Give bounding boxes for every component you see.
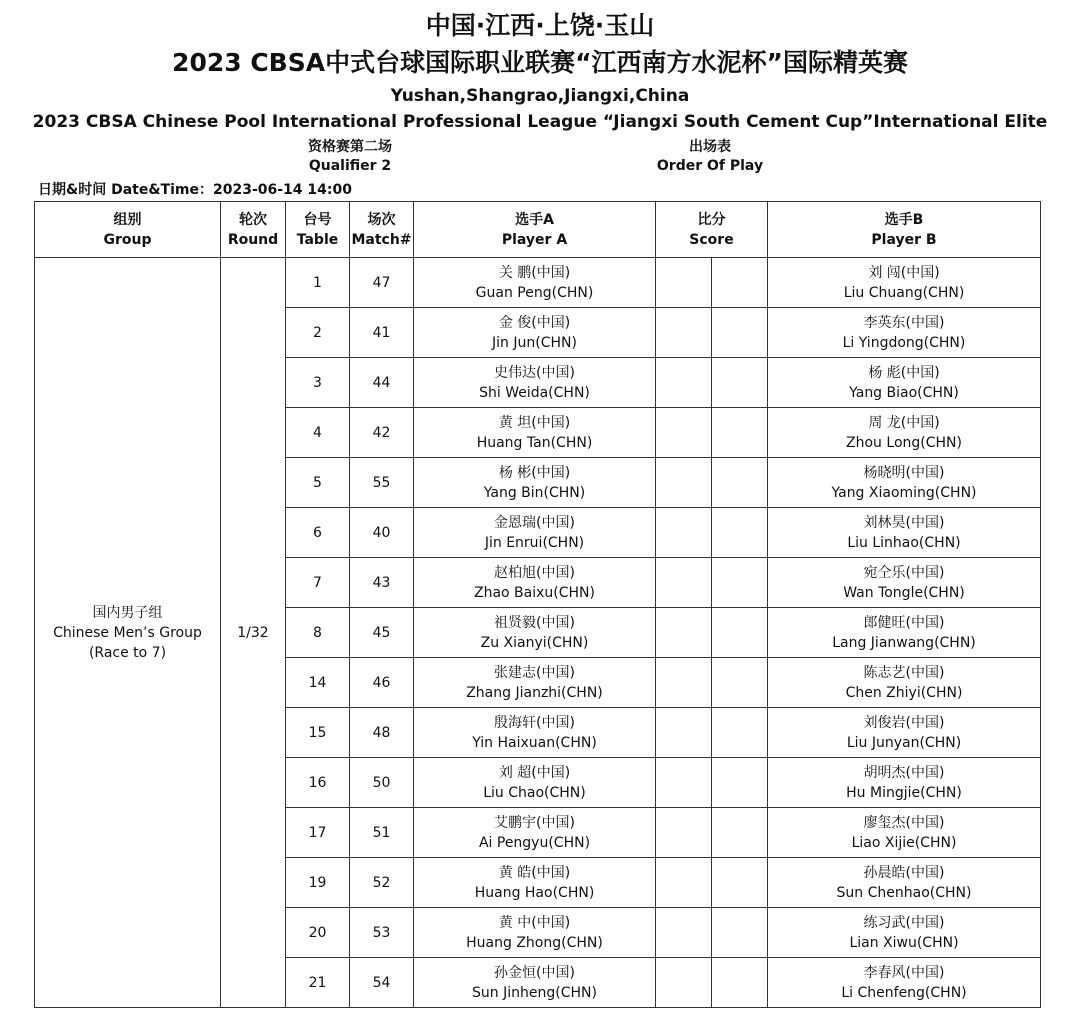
score-b (712, 708, 768, 758)
match-number: 46 (350, 658, 414, 708)
header-player-b (768, 202, 1041, 258)
round-cell: 1/32 (221, 258, 286, 1008)
group-race: (Race to 7) (88, 644, 167, 661)
header-table-en: Table (296, 231, 339, 248)
table-number: 21 (286, 958, 350, 1008)
player-a-name-en: Zu Xianyi(CHN) (480, 634, 589, 651)
header-group (35, 202, 221, 258)
table-number: 19 (286, 858, 350, 908)
score-b (712, 358, 768, 408)
table-number: 7 (286, 558, 350, 608)
player-b (768, 958, 1041, 1008)
player-b-name-en: Lang Jianwang(CHN) (832, 634, 976, 651)
player-a-name-en: Huang Tan(CHN) (476, 434, 593, 451)
player-a (414, 808, 656, 858)
table-number: 8 (286, 608, 350, 658)
player-b-name-cn: 刘俊岩(中国) (863, 714, 945, 731)
score-b (712, 408, 768, 458)
score-b (712, 758, 768, 808)
player-a-name-en: Ai Pengyu(CHN) (478, 834, 591, 851)
player-b-name-cn: 杨晓明(中国) (863, 464, 945, 481)
header-player-a (414, 202, 656, 258)
player-a-name-cn: 殷海轩(中国) (494, 714, 575, 731)
player-a (414, 908, 656, 958)
player-a-name-en: Guan Peng(CHN) (475, 284, 594, 301)
player-a (414, 608, 656, 658)
player-b (768, 558, 1041, 608)
player-b (768, 858, 1041, 908)
title-english: 2023 CBSA Chinese Pool International Professional League “Jiangxi South Cement Cup”International Elite (32, 112, 1048, 132)
session-label-cn: 资格赛第二场 (308, 139, 392, 155)
player-b (768, 358, 1041, 408)
score-b (712, 508, 768, 558)
score-a (656, 958, 712, 1008)
player-b (768, 608, 1041, 658)
match-number: 45 (350, 608, 414, 658)
player-a (414, 408, 656, 458)
player-b-name-en: Hu Mingjie(CHN) (846, 784, 962, 801)
player-a-name-cn: 史伟达(中国) (494, 364, 575, 381)
score-b (712, 908, 768, 958)
player-b (768, 708, 1041, 758)
score-a (656, 908, 712, 958)
table-number: 17 (286, 808, 350, 858)
player-b-name-cn: 郎健旺(中国) (863, 614, 945, 631)
group-name-en: Chinese Men’s Group (53, 624, 202, 641)
header-score-en: Score (689, 231, 734, 248)
player-b-name-cn: 宛仝乐(中国) (863, 564, 945, 581)
header-table (286, 202, 350, 258)
header-match-cn: 场次 (367, 211, 396, 228)
score-b (712, 808, 768, 858)
group-cell (35, 258, 221, 1008)
player-a-name-cn: 金 俊(中国) (498, 314, 571, 331)
match-number: 54 (350, 958, 414, 1008)
order-label-en: Order Of Play (656, 158, 764, 174)
table-number: 6 (286, 508, 350, 558)
score-b (712, 308, 768, 358)
header-player-a-cn: 选手A (515, 211, 554, 228)
player-b-name-cn: 刘 闯(中国) (868, 264, 940, 281)
session-label-en: Qualifier 2 (308, 158, 392, 174)
player-b-name-cn: 胡明杰(中国) (863, 764, 945, 781)
player-b-name-cn: 廖玺杰(中国) (863, 814, 945, 831)
table-number: 14 (286, 658, 350, 708)
player-b (768, 908, 1041, 958)
player-a (414, 358, 656, 408)
title-location-english: Yushan,Shangrao,Jiangxi,China (390, 86, 690, 106)
table-header-row (35, 202, 1041, 258)
player-b-name-en: Wan Tongle(CHN) (843, 584, 965, 601)
player-b (768, 258, 1041, 308)
score-a (656, 308, 712, 358)
score-a (656, 408, 712, 458)
table-row (35, 258, 1041, 308)
player-b (768, 408, 1041, 458)
player-b-name-en: Sun Chenhao(CHN) (836, 884, 972, 901)
header-round-cn: 轮次 (239, 211, 267, 228)
score-a (656, 458, 712, 508)
table-number: 3 (286, 358, 350, 408)
player-b-name-en: Lian Xiwu(CHN) (849, 934, 959, 951)
player-a-name-en: Yang Bin(CHN) (483, 484, 586, 501)
player-b (768, 308, 1041, 358)
session-label (250, 138, 450, 176)
player-a-name-cn: 孙金恒(中国) (494, 964, 575, 981)
order-of-play-table (34, 201, 1041, 1008)
order-label-cn: 出场表 (689, 139, 731, 155)
player-a-name-en: Yin Haixuan(CHN) (472, 734, 597, 751)
player-a (414, 858, 656, 908)
score-a (656, 558, 712, 608)
player-b-name-en: Liu Linhao(CHN) (847, 534, 961, 551)
match-number: 52 (350, 858, 414, 908)
player-a-name-cn: 金恩瑞(中国) (494, 514, 575, 531)
match-number: 42 (350, 408, 414, 458)
player-b (768, 658, 1041, 708)
match-number: 40 (350, 508, 414, 558)
player-a (414, 558, 656, 608)
table-number: 4 (286, 408, 350, 458)
score-b (712, 458, 768, 508)
player-a (414, 258, 656, 308)
player-a-name-en: Huang Hao(CHN) (474, 884, 595, 901)
player-b-name-cn: 杨 彪(中国) (868, 364, 940, 381)
score-a (656, 508, 712, 558)
header-player-a-en: Player A (501, 231, 568, 248)
player-b-name-en: Li Yingdong(CHN) (842, 334, 966, 351)
date-time: 日期&时间 Date&Time：2023-06-14 14:00 (38, 182, 352, 198)
player-a-name-cn: 关 鹏(中国) (498, 264, 571, 281)
table-number: 1 (286, 258, 350, 308)
player-a-name-cn: 黄 中(中国) (498, 914, 571, 931)
player-a (414, 508, 656, 558)
match-number: 50 (350, 758, 414, 808)
player-a-name-en: Huang Zhong(CHN) (466, 934, 603, 951)
score-b (712, 858, 768, 908)
score-a (656, 708, 712, 758)
player-a (414, 758, 656, 808)
player-b-name-en: Liu Junyan(CHN) (846, 734, 962, 751)
player-a-name-en: Jin Enrui(CHN) (484, 534, 585, 551)
player-b-name-cn: 李英东(中国) (863, 314, 945, 331)
score-a (656, 758, 712, 808)
player-b-name-cn: 孙晨皓(中国) (863, 864, 945, 881)
score-a (656, 808, 712, 858)
score-b (712, 658, 768, 708)
title-chinese: 2023 CBSA中式台球国际职业联赛“江西南方水泥杯”国际精英赛 (172, 48, 908, 77)
match-number: 48 (350, 708, 414, 758)
player-a-name-en: Zhao Baixu(CHN) (474, 584, 595, 601)
player-a (414, 658, 656, 708)
title-location: 中国·江西·上饶·玉山 (425, 11, 655, 40)
score-a (656, 258, 712, 308)
score-a (656, 658, 712, 708)
header-player-b-cn: 选手B (884, 211, 924, 228)
header-group-cn: 组别 (113, 211, 142, 228)
table-number: 20 (286, 908, 350, 958)
player-b (768, 808, 1041, 858)
player-b-name-cn: 刘林昊(中国) (863, 514, 945, 531)
header-player-b-en: Player B (871, 231, 937, 248)
player-b-name-cn: 陈志艺(中国) (863, 664, 945, 681)
table-number: 16 (286, 758, 350, 808)
player-b-name-en: Chen Zhiyi(CHN) (845, 684, 963, 701)
header-round-en: Round (227, 231, 279, 248)
player-a-name-cn: 刘 超(中国) (498, 764, 571, 781)
table-number: 15 (286, 708, 350, 758)
header-score (656, 202, 768, 258)
match-number: 53 (350, 908, 414, 958)
player-b (768, 758, 1041, 808)
header-table-cn: 台号 (303, 211, 332, 228)
header-score-cn: 比分 (697, 211, 726, 228)
match-number: 55 (350, 458, 414, 508)
match-number: 43 (350, 558, 414, 608)
table-number: 5 (286, 458, 350, 508)
player-a-name-en: Sun Jinheng(CHN) (472, 984, 597, 1001)
player-b-name-cn: 周 龙(中国) (868, 414, 940, 431)
player-a-name-cn: 张建志(中国) (494, 664, 575, 681)
player-a (414, 458, 656, 508)
score-a (656, 858, 712, 908)
player-b-name-en: Yang Biao(CHN) (849, 384, 959, 401)
player-b-name-en: Zhou Long(CHN) (846, 434, 962, 451)
player-a-name-cn: 赵柏旭(中国) (494, 564, 575, 581)
player-a-name-en: Zhang Jianzhi(CHN) (466, 684, 603, 701)
score-b (712, 958, 768, 1008)
group-name-cn: 国内男子组 (92, 604, 163, 621)
player-a-name-cn: 祖贤毅(中国) (494, 614, 575, 631)
header-group-en: Group (103, 231, 152, 248)
score-a (656, 608, 712, 658)
match-number: 44 (350, 358, 414, 408)
player-b (768, 508, 1041, 558)
order-of-play-label (610, 138, 810, 176)
player-a (414, 708, 656, 758)
player-b-name-en: Liu Chuang(CHN) (843, 284, 965, 301)
header-round (221, 202, 286, 258)
player-a-name-en: Shi Weida(CHN) (479, 384, 590, 401)
player-a-name-en: Jin Jun(CHN) (492, 334, 577, 351)
player-a (414, 958, 656, 1008)
player-a-name-en: Liu Chao(CHN) (483, 784, 586, 801)
player-a-name-cn: 艾鹏宇(中国) (494, 814, 575, 831)
score-b (712, 608, 768, 658)
table-number: 2 (286, 308, 350, 358)
header-match-en: Match# (351, 231, 412, 248)
match-number: 47 (350, 258, 414, 308)
player-b-name-en: Liao Xijie(CHN) (851, 834, 957, 851)
player-b-name-en: Li Chenfeng(CHN) (841, 984, 967, 1001)
score-b (712, 258, 768, 308)
match-number: 51 (350, 808, 414, 858)
player-a-name-cn: 黄 皓(中国) (498, 864, 571, 881)
score-a (656, 358, 712, 408)
player-b-name-en: Yang Xiaoming(CHN) (831, 484, 977, 501)
score-b (712, 558, 768, 608)
player-a-name-cn: 杨 彬(中国) (498, 464, 571, 481)
match-number: 41 (350, 308, 414, 358)
player-b (768, 458, 1041, 508)
player-a-name-cn: 黄 坦(中国) (498, 414, 571, 431)
player-b-name-cn: 李春风(中国) (863, 964, 945, 981)
player-b-name-cn: 练习武(中国) (863, 914, 945, 931)
player-a (414, 308, 656, 358)
header-match (350, 202, 414, 258)
